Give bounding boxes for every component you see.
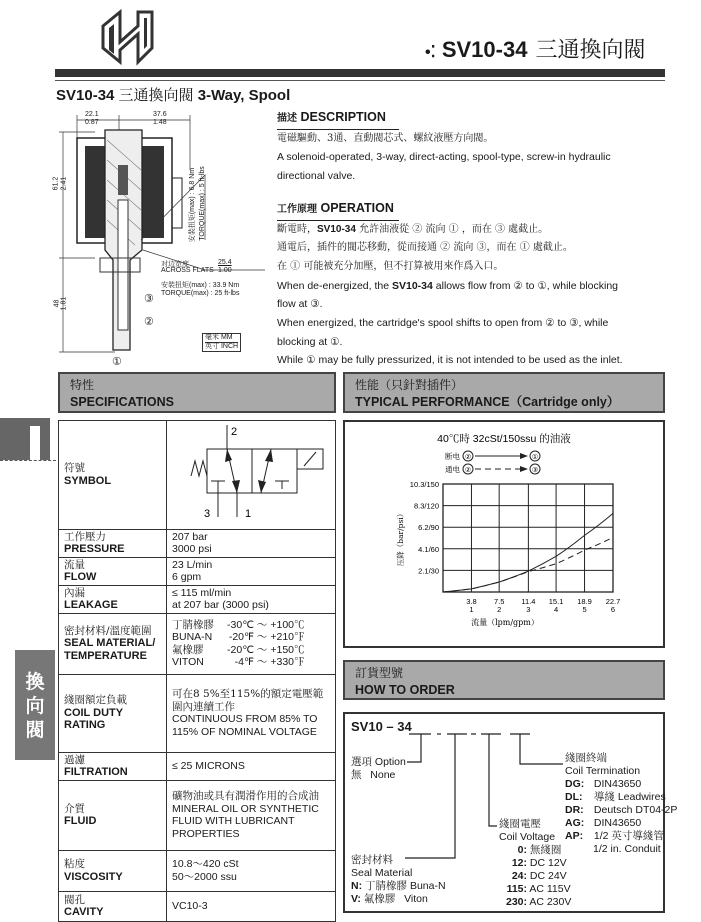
description-heading: 描述 DESCRIPTION xyxy=(277,108,399,130)
description-section: 描述 DESCRIPTION 電磁驅動、3通、直動閥芯式、螺紋液壓方向閥。 A solenoid-operated, 3-way, direct-acting, spool-type, screw-in hydraulic directional valve. 工作原理 OPERATION 斷電時，SV10-34 允許油液從 ② 流向 ① ，而在 ③ 處截止。 通電后，插件的閥芯移動，從而接通 ② 流向 ③，而在 ① 處截止。 在 ① 可能被充分加壓，但不打算被用來作爲入口。 When de-energized, the SV10-34 allows flow from ② to ①, while blocking flow at ③. When energized, the cartridge's spool shifts to open from ② to ③, while blocking at ①. While ① may be fully pressurized, it is not intended to be used as the inlet. xyxy=(277,110,623,367)
port-label-3: 3 xyxy=(204,508,211,520)
x-tick-label: 18.9 xyxy=(577,597,592,606)
valve-drawing: 22.1 0.87 37.6 1.48 61.2 2.41 48 1.81 安裝扭矩(max) : 6.8 Nm TORQUE(max) : 5 ft-lbs 对边宽度 ACROSS FLATS 25.4 1.00 安裝扭矩(max) : 33.9 Nm TORQUE(max) : 25 ft-lbs ③ ② ① 毫米 MM 英寸 INCH xyxy=(55,110,270,370)
seal-temp-line: VITON -4℉ ～ +330℉ xyxy=(172,656,305,668)
header-title: •⁚ SV10-34 三通換向閥 xyxy=(425,37,646,63)
x-tick-label: 22.7 xyxy=(605,597,621,606)
y-axis-label: 压降（bar/psi） xyxy=(396,509,405,567)
termination-option: DR: Deutsch DT04-2P xyxy=(565,804,678,816)
seal-temp-line: 丁腈橡膠 -30℃ ～ +100℃ xyxy=(172,618,305,631)
hydraulic-symbol xyxy=(167,421,335,525)
voltage-option: 0: 無綫圈 xyxy=(517,844,562,856)
model-code: SV10 – 34 xyxy=(351,719,412,734)
seal-group: 密封材料 Seal Material N: 丁腈橡膠 Buna-N V: 氟橡膠 Viton xyxy=(351,854,446,905)
x-tick-label: 3.8 xyxy=(466,597,477,606)
y-tick-label: 4.1/60 xyxy=(418,544,439,554)
voltage-option: 115: AC 115V xyxy=(506,883,571,895)
termination-option: AP: 1/2 英寸導綫管 xyxy=(565,830,664,842)
header-bar xyxy=(55,69,665,77)
x-tick-label: 15.1 xyxy=(548,597,564,606)
spring-icon xyxy=(191,461,207,476)
termination-option: AG: DIN43650 xyxy=(565,817,642,829)
pressure-drop-chart xyxy=(345,422,663,646)
spec-row-flow: 流量 FLOW 23 L/min 6 gpm xyxy=(59,557,336,585)
logo-icon xyxy=(98,8,158,66)
cross-section-drawing xyxy=(55,110,270,370)
voltage-option: 24: DC 24V xyxy=(511,870,567,882)
legend-from: ② xyxy=(464,467,472,474)
voltage-option: 12: DC 12V xyxy=(511,857,567,869)
spec-row-pressure: 工作壓力 PRESSURE 207 bar 3000 psi xyxy=(59,529,336,557)
bullet-dots-icon: •⁚ xyxy=(425,44,436,61)
chart-title: 40℃時 32cSt/150ssu 的油液 xyxy=(437,433,571,445)
voltage-group: 綫圈電壓 Coil Voltage 0: 無綫圈 12: DC 12V 24: DC 24V 115: AC 115V 230: AC 230V xyxy=(499,818,572,908)
spec-row-fluid: 介質 FLUID 礦物油或具有潤滑作用的合成油 MINERAL OIL OR SYNTHETIC FLUID WITH LUBRICANT PROPERTIES xyxy=(59,780,336,850)
port-label-1: 1 xyxy=(245,508,252,520)
legend-from: ② xyxy=(464,454,472,461)
legend-label: 通电 xyxy=(445,465,460,474)
seal-temp-line: BUNA-N -20℉ ～ +210℉ xyxy=(172,631,305,643)
spec-row-symbol: 符號 SYMBOL 2 3 1 xyxy=(59,421,336,530)
x-tick-label-gpm: 1 xyxy=(469,605,474,614)
x-tick-label-gpm: 2 xyxy=(497,605,502,614)
category-tab: 換向閥 xyxy=(15,650,55,760)
specifications-table xyxy=(58,420,336,922)
legend-label: 断电 xyxy=(445,452,460,461)
legend-arrow-icon xyxy=(520,453,528,459)
specifications-heading: 特性 SPECIFICATIONS xyxy=(58,372,336,413)
spec-row-cavity: 閥孔 CAVITY VC10-3 xyxy=(59,891,336,921)
seal-temp-line: 氟橡膠 -20℃ ～ +150℃ xyxy=(172,643,305,656)
spec-row-viscosity: 粘度 VISCOSITY 10.8～420 cSt 50～2000 ssu xyxy=(59,850,336,891)
legend-arrow-icon xyxy=(520,466,528,472)
spec-row-seal: 密封材料/溫度範圍 SEAL MATERIAL/ TEMPERATURE 丁腈橡膠 -30℃ ～ +100℃ BUNA-N -20℉ ～ +210℉ 氟橡膠 -20℃ ～ +150℃ VITON -4℉ ～ +330℉ xyxy=(59,613,336,674)
x-tick-label: 7.5 xyxy=(493,597,505,606)
y-tick-label: 2.1/30 xyxy=(418,566,439,576)
ordering-heading: 訂貨型號 HOW TO ORDER xyxy=(343,660,665,700)
termination-option: DL: 導綫 Leadwires xyxy=(565,791,666,803)
legend-to: ① xyxy=(531,454,539,461)
performance-chart-box xyxy=(343,420,665,648)
header-rule xyxy=(55,80,665,81)
termination-option: DG: DIN43650 xyxy=(565,778,642,790)
ordering-box xyxy=(343,712,678,913)
x-tick-label-gpm: 4 xyxy=(553,605,559,614)
divider xyxy=(0,460,56,461)
operation-heading: 工作原理 OPERATION xyxy=(277,199,399,221)
page-subtitle: SV10-34 三通換向閥 3-Way, Spool xyxy=(56,86,291,104)
termination-group: 綫圈終端 Coil Termination DG: DIN43650 DL: 導綫 Leadwires DR: Deutsch DT04-2P AG: DIN43650 AP: 1/2 英寸導綫管 1/2 in. Conduit xyxy=(565,752,678,855)
x-tick-label-gpm: 6 xyxy=(610,605,616,614)
spec-row-leakage: 內漏 LEAKAGE ≤ 115 ml/min at 207 bar (3000 psi) xyxy=(59,585,336,613)
spec-row-filtration: 過濾 FILTRATION ≤ 25 MICRONS xyxy=(59,752,336,780)
section-tab-marker xyxy=(0,418,50,460)
y-tick-label: 6.2/90 xyxy=(418,523,439,533)
x-axis-label: 流量（lpm/gpm） xyxy=(471,618,539,627)
legend-to: ③ xyxy=(531,467,539,474)
option-group: 選項 Option 無 None xyxy=(351,756,406,781)
spec-row-coil: 綫圈額定負載 COIL DUTY RATING 可在8 5%至115%的額定電壓範圍內連續工作 CONTINUOUS FROM 85% TO 115% OF NOMINAL VOLTAGE xyxy=(59,674,336,752)
y-tick-label: 8.3/120 xyxy=(413,501,439,511)
x-tick-label: 11.4 xyxy=(521,597,536,606)
voltage-option: 230: AC 230V xyxy=(505,896,572,908)
y-tick-label: 10.3/150 xyxy=(409,480,439,489)
x-tick-label-gpm: 5 xyxy=(582,605,587,614)
performance-heading: 性能（只針對插件） TYPICAL PERFORMANCE（Cartridge only） xyxy=(343,372,665,413)
x-tick-label-gpm: 3 xyxy=(526,605,531,614)
port-label-2: 2 xyxy=(231,426,238,438)
